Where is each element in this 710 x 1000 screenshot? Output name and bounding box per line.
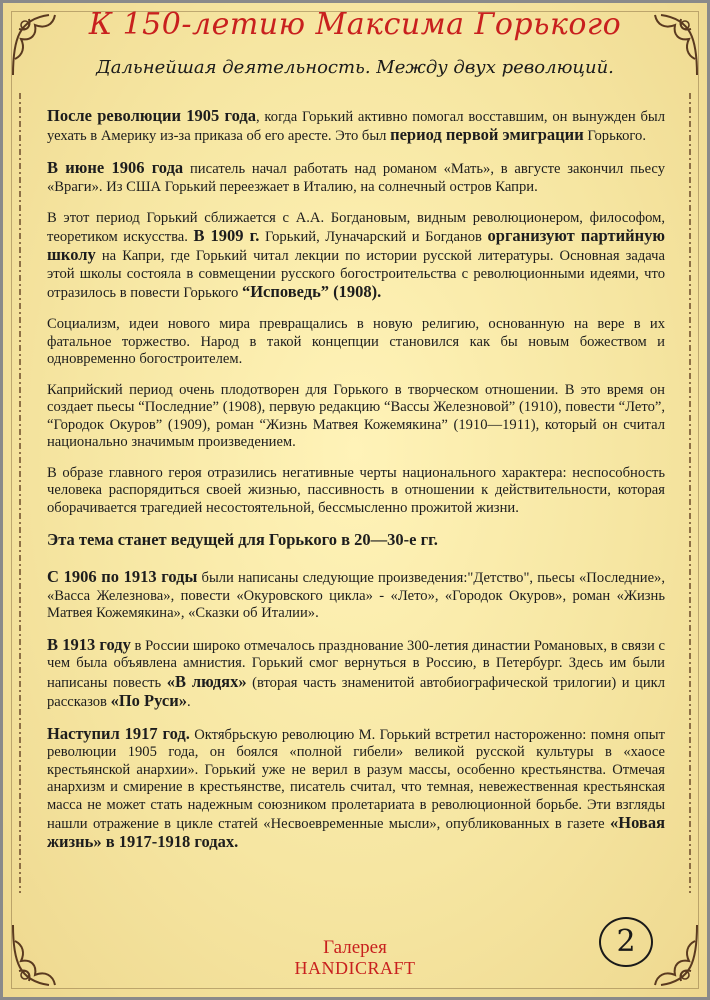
paragraph-4: [47, 316, 665, 368]
paragraph-7: Эта тема станет ведущей для Горького в 20—30-е гг.: [47, 529, 438, 549]
paragraph-text: .: [186, 694, 191, 711]
page-number: 2: [599, 917, 653, 967]
paragraph-8: [47, 568, 665, 622]
paragraph-6: [47, 465, 665, 517]
paragraph-text: в России широко отмечалось празднование 300-летия династии Романовых, в связи с чем была объявлена амнистия. Горький смог вернуться в Россию, в Петербург. Здесь им были написаны повесть: [47, 637, 665, 691]
side-border-ornament-icon: [13, 93, 27, 893]
emphasis: С 1906 по 1913 годы: [47, 567, 198, 587]
paragraph-text: , когда Горький активно помогал восставшим, он вынужден был уехать в Америку из-за приказа об его аресте. Это был: [47, 109, 665, 145]
paragraph-text: Каприйский период очень плодотворен для Горького в творческом отношении. В это время он создает пьесы “Последние” (1908), первую редакцию “Вассы Железновой” (1910), повести “Лето”, “Городок Окуров” (1909), роман “Жизнь Матвея Кожемякина” (1910—1911), который он считал национально значимым произведением.: [47, 381, 665, 451]
emphasis: В июне 1906 года: [47, 158, 184, 178]
emphasis: Наступил 1917 год.: [47, 723, 190, 743]
emphasis: «По Руси»: [110, 691, 187, 711]
paragraph-text: Октябрьскую революцию М. Горький встретил настороженно: помня опыт революции 1905 года, он боялся «полной гибели» великой русской культуры в «хаосе крестьянской анархии». Горький уже не верил в разум массы, особенно крестьянства. Отмечая анархизм и смирение в крестьянстве, писатель считал, что темная, невежественная крестьянская масса не может стать надежным союзником пролетариата в революционной борьбе. Эти взгляды нашли отражение в цикле статей «Несвоевременные мысли», опубликованных в газете: [47, 726, 665, 832]
paragraph-10: [47, 725, 665, 853]
emphasis: в 1917-1918 годах.: [101, 832, 239, 852]
paragraph-text: В этот период Горький сближается с А.А. Богдановым, видным революционером, философом, теоретиком искусства.: [47, 209, 665, 246]
emphasis: В 1913 году: [47, 634, 131, 654]
paragraph-3: [47, 210, 665, 303]
emphasis: организуют партийную школу: [47, 226, 665, 265]
emphasis: “Исповедь” (1908).: [241, 282, 382, 302]
emphasis: «Новая жизнь»: [47, 813, 665, 852]
paragraph-5: [47, 382, 665, 452]
paragraph-text: Социализм, идеи нового мира превращались в новую религию, основанную на вере в их фатальное торжество. Народ в такой концепции становился как бы новым божеством и одновременно богостроителем.: [47, 316, 665, 367]
emphasis: В 1909 г.: [193, 226, 260, 246]
emphasis: «В людях»: [166, 671, 247, 691]
page-subtitle: Дальнейшая деятельность. Между двух революций.: [96, 57, 614, 78]
emphasis: период первой эмиграции: [390, 125, 584, 145]
paragraph-text: (вторая часть знаменитой автобиографической трилогии) и цикл рассказов: [47, 674, 665, 711]
paragraph-1: [47, 107, 665, 146]
page-title: К 150-летию Максима Горького: [88, 7, 622, 42]
footer-gallery: Галерея: [323, 937, 387, 958]
paragraph-text: Горький, Луначарский и Богданов: [259, 229, 488, 246]
paragraph-text: писатель начал работать над романом «Мать», в августе закончил пьесу «Враги». Из США Горький переезжает в Италию, на солнечный остров Капри.: [47, 161, 665, 195]
page: [3, 3, 707, 997]
paragraph-text: В образе главного героя отразились негативные черты национального характера: неспособность человека распорядиться своей жизнью, пассивность в отношении к действительности, которая оборачивается трагедией несостоятельной, бессмысленно прожитой жизни.: [47, 465, 665, 516]
footer-handicraft: HANDICRAFT: [294, 958, 416, 978]
paragraph-9: [47, 636, 665, 712]
paragraph-text: на Капри, где Горький читал лекции по истории русской литературы. Основная задача этой школы состояла в совмещении русского богостроительства с революционными идеями, что отразилось в повести Горького: [47, 248, 665, 302]
article-body: [47, 107, 665, 866]
paragraph-text: были написаны следующие произведения:"Детство", пьесы «Последние», «Васса Железнова», повести «Окуровского цикла» - «Лето», «Городок Окуров», роман «Жизнь Матвея Кожемякина», «Сказки об Италии».: [47, 570, 665, 621]
paragraph-2: [47, 159, 665, 196]
paragraph-text: Горького.: [583, 128, 646, 145]
emphasis: После революции 1905 года: [47, 106, 256, 125]
side-border-ornament-icon: [683, 93, 697, 893]
